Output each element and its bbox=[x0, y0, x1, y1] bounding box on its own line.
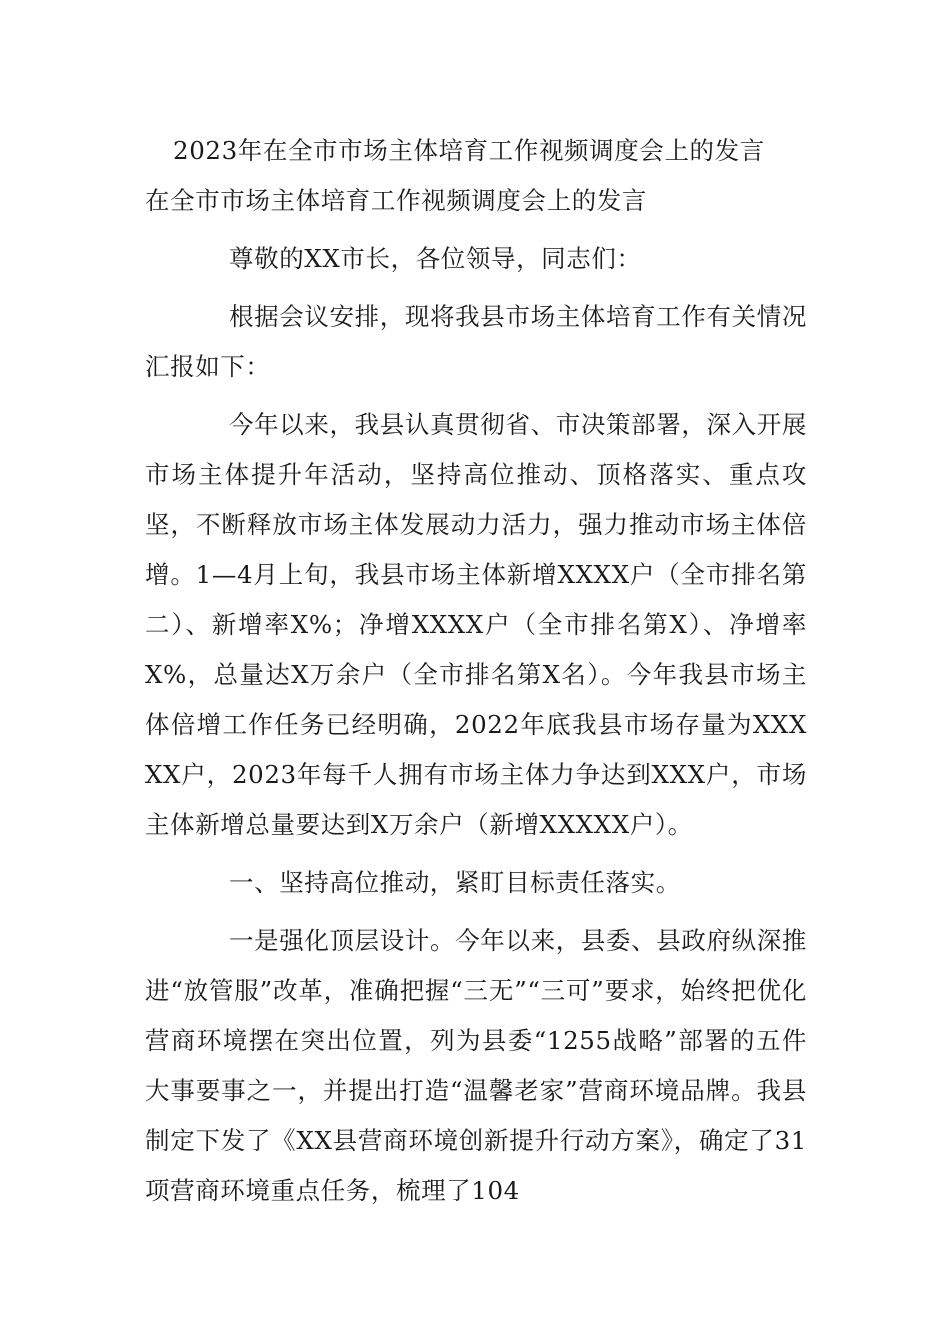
section-heading: 一、坚持高位推动，紧盯目标责任落实。 bbox=[229, 868, 681, 897]
paragraph-overview: 今年以来，我县认真贯彻省、市决策部署，深入开展市场主体提升年活动，坚持高位推动、顶格落实、重点攻坚，不断释放市场主体发展动力活力，强力推动市场主体倍增。1—4月上旬，我县市场主体新增XXXX户（全市排名第二）、新增率X%；净增XXXX户（全市排名第X）、净增率X%，总量达X万余户（全市排名第X名）。今年我县市场主体倍增工作任务已经明确，2022年底我县市场存量为XXXXX户，2023年每千人拥有市场主体力争达到XXX户，市场主体新增总量要达到X万余户（新增XXXXX户）。 bbox=[145, 410, 807, 839]
document-body bbox=[145, 126, 807, 1216]
paragraph-intro: 根据会议安排，现将我县市场主体培育工作有关情况汇报如下： bbox=[145, 302, 807, 381]
document-title: 2023年在全市市场主体培育工作视频调度会上的发言 bbox=[173, 136, 765, 165]
spacer bbox=[145, 392, 807, 400]
spacer bbox=[145, 850, 807, 858]
spacer bbox=[145, 908, 807, 916]
document-subtitle: 在全市市场主体培育工作视频调度会上的发言 bbox=[145, 186, 647, 215]
section-paragraph: 一是强化顶层设计。今年以来，县委、县政府纵深推进“放管服”改革，准确把握“三无”“三可”要求，始终把优化营商环境摆在突出位置，列为县委“1255战略”部署的五件大事要事之一，并提出打造“温馨老家”营商环境品牌。我县制定下发了《XX县营商环境创新提升行动方案》，确定了31项营商环境重点任务，梳理了104 bbox=[145, 926, 807, 1205]
salutation: 尊敬的XX市长，各位领导，同志们： bbox=[229, 244, 642, 273]
spacer bbox=[145, 284, 807, 292]
